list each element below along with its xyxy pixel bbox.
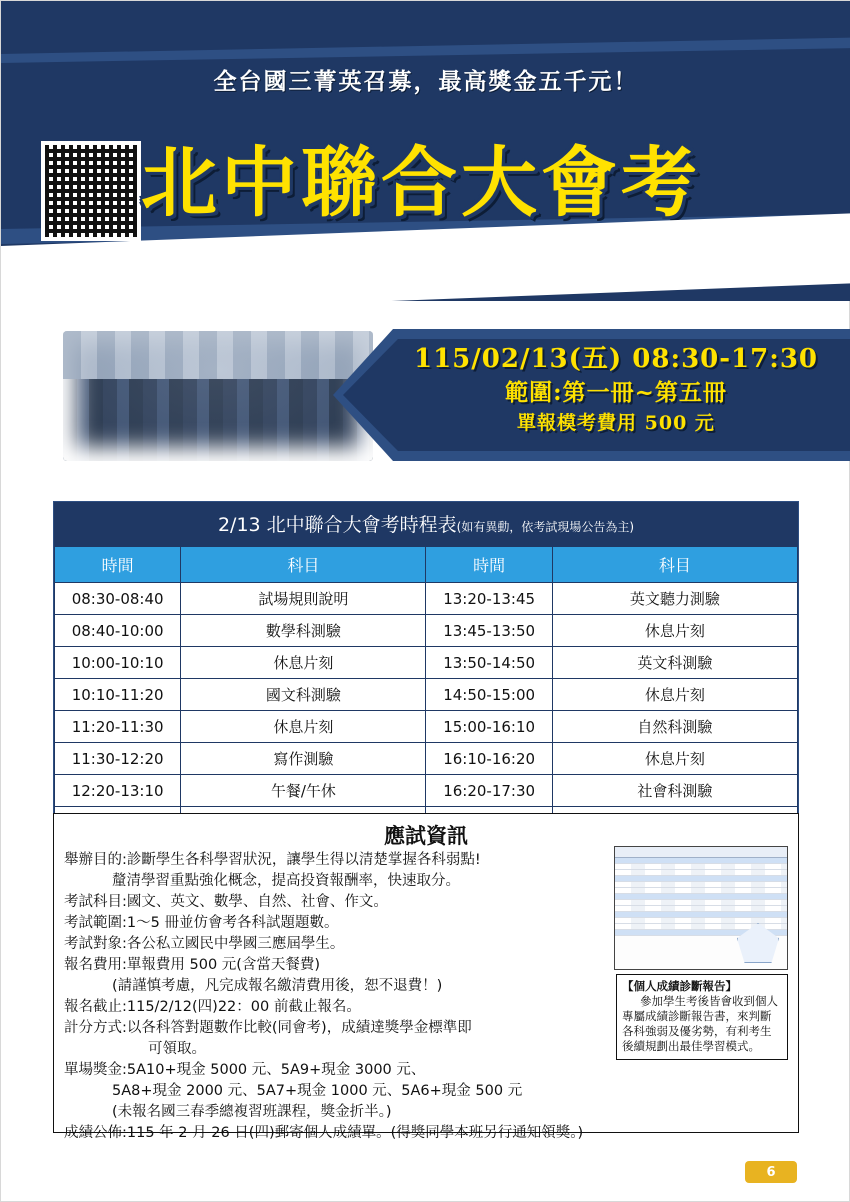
- info-line: 考試科目:國文、英文、數學、自然、社會、作文。: [64, 894, 388, 910]
- table-cell: 11:30-12:20: [55, 743, 181, 775]
- table-cell: 13:50-14:50: [426, 647, 552, 679]
- info-line: 5A8+現金 2000 元、5A7+現金 1000 元、5A6+現金 500 元: [112, 1083, 523, 1099]
- column-header-subject-1: 科目: [181, 547, 426, 583]
- table-cell: 16:10-16:20: [426, 743, 552, 775]
- table-cell: 10:00-10:10: [55, 647, 181, 679]
- photo-fade-overlay: [63, 331, 373, 461]
- table-row: [55, 615, 798, 647]
- report-image-header: [615, 847, 787, 858]
- table-row: [55, 775, 798, 807]
- table-cell: 休息片刻: [552, 615, 797, 647]
- info-line: (未報名國三春季總複習班課程，獎金折半。): [112, 1104, 392, 1120]
- table-cell: 試場規則說明: [181, 583, 426, 615]
- schedule-title: [54, 502, 798, 546]
- exam-scope: 範圍:第一冊~第五冊: [505, 379, 727, 406]
- info-line: 報名截止:115/2/12(四)22：00 前截止報名。: [64, 999, 361, 1015]
- table-cell: 08:40-10:00: [55, 615, 181, 647]
- schedule-title-note: (如有異動，依考試現場公告為主): [456, 520, 635, 534]
- table-cell: 12:20-13:10: [55, 775, 181, 807]
- date-banner-text: [381, 341, 850, 437]
- page-title: 北中聯合大會考: [141, 138, 701, 227]
- table-cell: 13:20-13:45: [426, 583, 552, 615]
- table-header-row: [55, 547, 798, 583]
- qr-code-pattern: [45, 145, 137, 237]
- table-cell: 15:00-16:10: [426, 711, 552, 743]
- exam-hall-photo: [63, 331, 373, 461]
- score-report-sample-image: [614, 846, 788, 970]
- schedule-title-main: 2/13 北中聯合大會考時程表: [217, 514, 457, 536]
- table-cell: 16:20-17:30: [426, 775, 552, 807]
- table-cell: 08:30-08:40: [55, 583, 181, 615]
- table-row: [55, 583, 798, 615]
- info-body: [64, 850, 604, 1144]
- info-title: 應試資訊: [384, 823, 468, 848]
- info-section: [53, 813, 799, 1141]
- table-cell: 數學科測驗: [181, 615, 426, 647]
- table-cell: 13:45-13:50: [426, 615, 552, 647]
- table-cell: 國文科測驗: [181, 679, 426, 711]
- table-cell: 休息片刻: [181, 647, 426, 679]
- info-line: 成績公佈:115 年 2 月 26 日(四)郵寄個人成績單。(得獎同學本班另行通知領獎。): [64, 1125, 584, 1141]
- table-cell: 11:20-11:30: [55, 711, 181, 743]
- info-line: 舉辦目的:診斷學生各科學習狀況，讓學生得以清楚掌握各科弱點!: [64, 852, 481, 868]
- info-line: 考試範圍:1～5 冊並仿會考各科試題題數。: [64, 915, 339, 931]
- table-cell: 休息片刻: [181, 711, 426, 743]
- column-header-time-2: 時間: [426, 547, 552, 583]
- info-line: 釐清學習重點強化概念，提高投資報酬率，快速取分。: [112, 873, 460, 889]
- exam-datetime: 115/02/13(五) 08:30-17:30: [414, 344, 818, 374]
- schedule-table: [54, 546, 798, 839]
- schedule-section: [53, 501, 799, 840]
- table-row: [55, 647, 798, 679]
- exam-fee: 單報模考費用 500 元: [517, 412, 715, 434]
- info-line: 單場獎金:5A10+現金 5000 元、5A9+現金 3000 元、: [64, 1062, 426, 1078]
- header-tagline: 全台國三菁英召募，最高獎金五千元！: [213, 68, 639, 95]
- table-row: [55, 743, 798, 775]
- table-cell: 午餐/午休: [181, 775, 426, 807]
- note-title: 【個人成績診斷報告】: [622, 979, 737, 993]
- info-line: (請謹慎考慮，凡完成報名繳清費用後，恕不退費！): [112, 978, 443, 994]
- table-cell: 寫作測驗: [181, 743, 426, 775]
- table-cell: 英文聽力測驗: [552, 583, 797, 615]
- note-body: 參加學生考後皆會收到個人專屬成績診斷報告書，來判斷各科強弱及優劣勢，有利考生後續規劃出最佳學習模式。: [622, 994, 778, 1053]
- info-line: 考試對象:各公私立國民中學國三應屆學生。: [64, 936, 345, 952]
- table-cell: 社會科測驗: [552, 775, 797, 807]
- info-line: 計分方式:以各科答對題數作比較(同會考)，成績達獎學金標準即: [64, 1020, 472, 1036]
- table-cell: 10:10-11:20: [55, 679, 181, 711]
- info-line: 報名費用:單報費用 500 元(含當天餐費): [64, 957, 321, 973]
- table-cell: 14:50-15:00: [426, 679, 552, 711]
- table-row: [55, 711, 798, 743]
- score-report-note: [616, 974, 788, 1060]
- column-header-subject-2: 科目: [552, 547, 797, 583]
- column-header-time-1: 時間: [55, 547, 181, 583]
- table-cell: 休息片刻: [552, 743, 797, 775]
- poster-header: [1, 1, 850, 301]
- table-row: [55, 679, 798, 711]
- page-number-badge: 6: [745, 1161, 797, 1183]
- info-line: 可領取。: [148, 1041, 206, 1057]
- qr-code-icon[interactable]: [41, 141, 141, 241]
- table-cell: 自然科測驗: [552, 711, 797, 743]
- table-cell: 英文科測驗: [552, 647, 797, 679]
- table-cell: 休息片刻: [552, 679, 797, 711]
